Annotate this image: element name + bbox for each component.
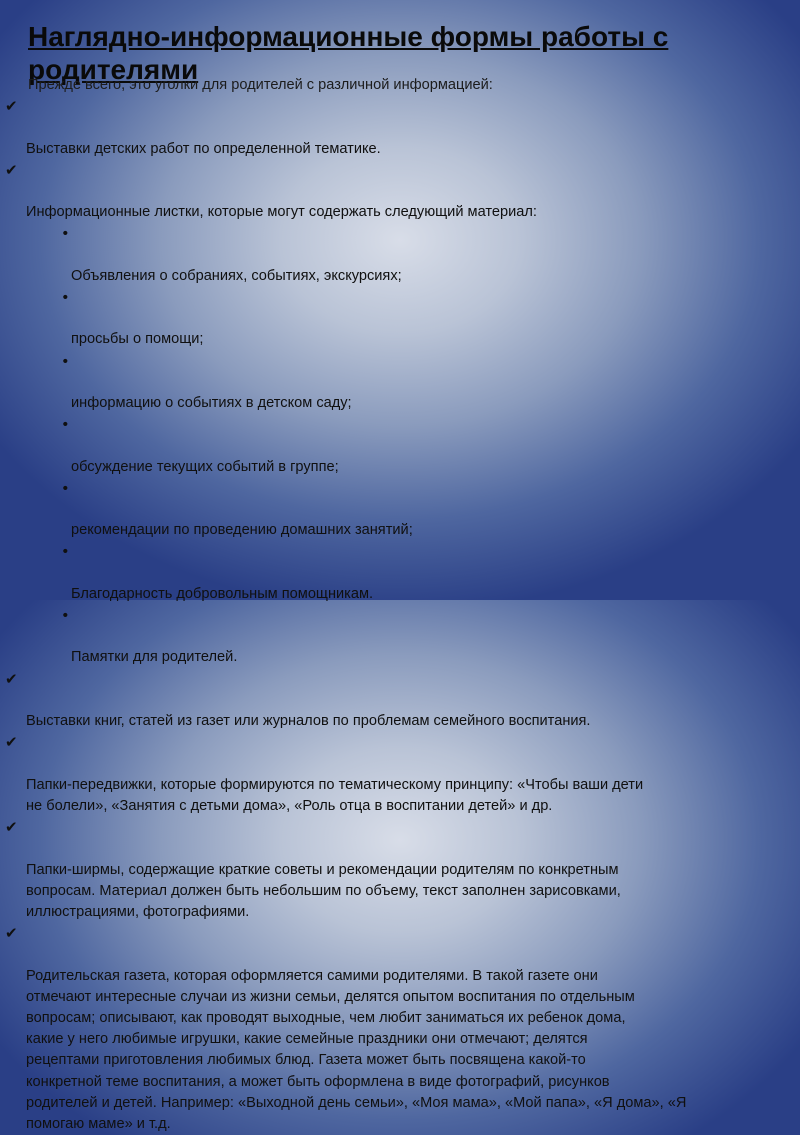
slide-title-line-1: Наглядно-информационные формы работы с (28, 21, 669, 52)
sub-list-item-text: просьбы о помощи; (71, 331, 204, 348)
list-item (5, 96, 795, 160)
list-item-text: Выставки детских работ по определенной тематике. (26, 140, 381, 157)
list-item (5, 160, 795, 224)
check-icon: ✔ (5, 160, 18, 179)
bullet-dot-icon: • (61, 289, 70, 307)
sub-list-item-text: Объявления о собраниях, событиях, экскурсиях; (71, 267, 402, 284)
bullet-dot-icon: • (61, 607, 70, 625)
sub-list-item-text: рекомендации по проведению домашних занятий; (71, 522, 413, 539)
list-item (5, 923, 795, 1135)
bullet-dot-icon: • (61, 543, 70, 561)
check-icon: ✔ (5, 97, 18, 116)
intro-text: Прежде всего, это уголки для родителей с различной информацией: (28, 77, 493, 93)
list-item-text: Папки-ширмы, содержащие краткие советы и рекомендации родителям по конкретным вопросам. Материал должен быть небольшим по объему, текст заполнен зарисовками, иллюстрациями, фотографиями. (26, 861, 621, 920)
sub-list-item (5, 605, 795, 669)
content-list (5, 75, 795, 1135)
check-icon: ✔ (5, 669, 18, 688)
sub-list-item-text: обсуждение текущих событий в группе; (71, 458, 339, 475)
sub-list-item-text: Памятки для родителей. (71, 649, 238, 666)
list-item-text: Папки-передвижки, которые формируются по тематическому принципу: «Чтобы ваши дети не болели», «Занятия с детьми дома», «Роль отца в воспитании детей» и др. (26, 776, 644, 814)
check-icon: ✔ (5, 924, 18, 943)
list-item-text: Выставки книг, статей из газет или журналов по проблемам семейного воспитания. (26, 713, 591, 730)
bullet-dot-icon: • (61, 479, 70, 497)
sub-list-item (5, 287, 795, 351)
sub-list-item-text: информацию о событиях в детском саду; (71, 395, 352, 412)
slide-title-line-2: родителями (28, 54, 199, 85)
sub-list-item (5, 541, 795, 605)
list-item-text: Родительская газета, которая оформляется самими родителями. В такой газете они отмечают интересные случаи из жизни семьи, делятся опытом воспитания по отдельным вопросам; описывают, как проводят выходные, чем любит заниматься их ребенок дома, какие у него любимые игрушки, какие семейные праздники они отмечают; делятся рецептами приготовления любимых блюд. Газета может быть посвящена какой-то конкретной теме воспитания, а может быть оформлена в виде фотографий, рисунков родителей и детей. Например: «Выходной день семьи», «Моя мама», «Мой папа», «Я дома», «Я помогаю маме» и т.д. (26, 967, 687, 1132)
check-icon: ✔ (5, 818, 18, 837)
sub-list-item-text: Благодарность добровольным помощникам. (71, 585, 374, 602)
list-item (5, 732, 795, 817)
bullet-dot-icon: • (61, 225, 70, 243)
sub-list-item (5, 223, 795, 287)
sub-list-item (5, 414, 795, 478)
sub-list-item (5, 351, 795, 415)
list-item (5, 669, 795, 733)
sub-list-item (5, 478, 795, 542)
bullet-dot-icon: • (61, 352, 70, 370)
list-item (5, 817, 795, 923)
bullet-dot-icon: • (61, 416, 70, 434)
list-item-text: Информационные листки, которые могут содержать следующий материал: (26, 204, 537, 221)
check-icon: ✔ (5, 733, 18, 752)
